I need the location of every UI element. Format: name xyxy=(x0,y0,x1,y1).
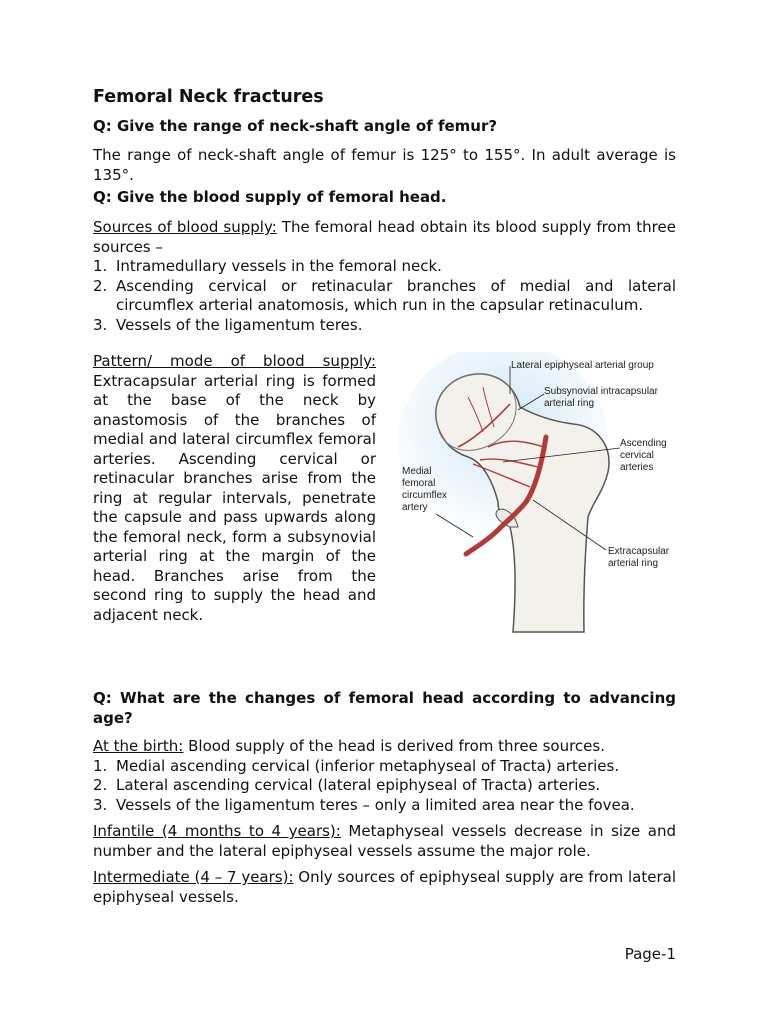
label-ascending: cervical xyxy=(620,450,654,461)
label-extracapsular: Extracapsular xyxy=(608,546,670,557)
pattern-paragraph xyxy=(93,352,376,625)
birth-list xyxy=(93,757,676,816)
question-3 xyxy=(93,689,676,728)
femur-diagram xyxy=(398,352,688,642)
label-ascending: arteries xyxy=(620,462,654,473)
sources-text: The femoral head obtain its blood supply from three sources – xyxy=(93,218,676,256)
sources-list xyxy=(93,257,676,335)
sources-label: Sources of blood supply: xyxy=(93,218,277,236)
infantile-text: Metaphyseal vessels decrease in size and number and the lateral epiphyseal vessels assume the major role. xyxy=(93,822,676,860)
label-medial: circumflex xyxy=(402,490,448,501)
list-item: 3. Vessels of the ligamentum teres. xyxy=(93,315,363,334)
question-1-heading: Q: Give the range of neck-shaft angle of femur? xyxy=(93,117,498,135)
label-medial: artery xyxy=(402,502,428,513)
label-lateral-epiphyseal: Lateral epiphyseal arterial group xyxy=(511,360,654,371)
label-extracapsular: arterial ring xyxy=(608,558,659,569)
question-3-heading: Q: What are the changes of femoral head according to advancing age? xyxy=(93,689,676,727)
label-medial: Medial xyxy=(402,466,432,477)
list-item: 3. Vessels of the ligamentum teres – only a limited area near the fovea. xyxy=(93,795,635,814)
label-subsynovial: arterial ring xyxy=(544,398,595,409)
intermediate-label: Intermediate (4 – 7 years): xyxy=(93,868,294,886)
answer-1 xyxy=(93,146,676,185)
birth-label: At the birth: xyxy=(93,737,184,755)
intermediate-text: Only sources of epiphyseal supply are from lateral epiphyseal vessels. xyxy=(93,868,676,906)
list-item: 1. Medial ascending cervical (inferior metaphyseal of Tracta) arteries. xyxy=(93,756,620,775)
femur-blood-supply-figure xyxy=(398,352,688,642)
page-title: Femoral Neck fractures xyxy=(93,87,324,107)
question-1 xyxy=(93,117,676,137)
list-item: 1. Intramedullary vessels in the femoral neck. xyxy=(93,257,442,275)
question-2 xyxy=(93,188,676,208)
birth-text: Blood supply of the head is derived from three sources. xyxy=(183,737,605,755)
label-subsynovial: Subsynovial intracapsular xyxy=(544,386,658,397)
label-medial: femoral xyxy=(402,478,436,489)
question-2-heading: Q: Give the blood supply of femoral head. xyxy=(93,188,447,206)
birth-paragraph xyxy=(93,737,676,815)
sources-paragraph xyxy=(93,218,676,335)
answer-1-text: The range of neck-shaft angle of femur is 125° to 155°. In adult average is 135°. xyxy=(93,146,676,184)
label-ascending: Ascending xyxy=(620,438,667,449)
list-item: 2. Ascending cervical or retinacular branches of medial and lateral circumflex arterial anatomosis, which run in the capsular retinaculum. xyxy=(93,276,676,314)
infantile-paragraph xyxy=(93,822,676,861)
page-number: Page-1 xyxy=(624,945,676,963)
list-item: 2. Lateral ascending cervical (lateral epiphyseal of Tracta) arteries. xyxy=(93,776,601,794)
pattern-label: Pattern/ mode of blood supply: xyxy=(93,352,376,370)
pattern-text: Extracapsular arterial ring is formed at the base of the neck by anastomosis of the branches of medial and lateral circumflex femoral arteries. Ascending cervical or retinacular branches arise from the ring at regular intervals, penetrate the capsule and pass upwards along the femoral neck, form a subsynovial arterial ring at the margin of the head. Branches arise from the second ring to supply the head and adjacent neck. xyxy=(93,371,376,624)
infantile-label: Infantile (4 months to 4 years): xyxy=(93,822,341,840)
intermediate-paragraph xyxy=(93,868,676,907)
